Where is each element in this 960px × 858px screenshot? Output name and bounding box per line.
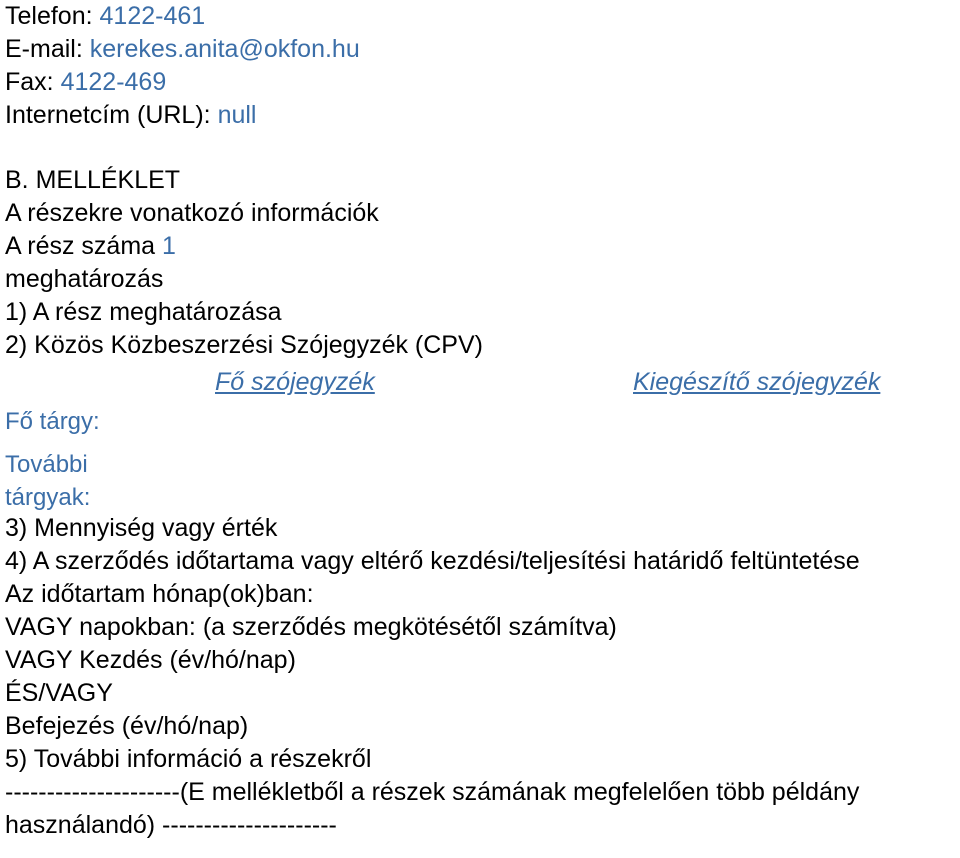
annex-subtitle: A részekre vonatkozó információk <box>5 199 379 227</box>
and-or: ÉS/VAGY <box>5 679 113 707</box>
url-label: Internetcím (URL): <box>5 101 211 129</box>
duration-months: Az időtartam hónap(ok)ban: <box>5 580 314 608</box>
part-number-label: A rész száma <box>5 232 156 260</box>
part-number-value: 1 <box>162 232 176 260</box>
cpv-row-other-label-1: További <box>5 451 88 478</box>
phone-value: 4122-461 <box>99 2 206 30</box>
email-value[interactable]: kerekes.anita@okfon.hu <box>89 35 360 63</box>
note-line-1: ---------------------(E mellékletből a részek számának megfelelően több példány <box>5 778 860 806</box>
cpv-table-header <box>5 362 960 402</box>
cpv-row-other-subjects <box>5 442 960 512</box>
cpv-column-main: Fő szójegyzék <box>215 368 375 396</box>
note-line-2: használandó) --------------------- <box>5 811 337 839</box>
email-label: E-mail: <box>5 35 83 63</box>
phone-line <box>5 0 960 33</box>
end-date: Befejezés (év/hó/nap) <box>5 712 249 740</box>
spacer <box>5 132 960 164</box>
item-5: 5) További információ a részekről <box>5 745 372 773</box>
item-1: 1) A rész meghatározása <box>5 298 282 326</box>
fax-value: 4122-469 <box>60 68 167 96</box>
document <box>5 0 960 842</box>
duration-days: VAGY napokban: (a szerződés megkötésétől számítva) <box>5 613 617 641</box>
phone-label: Telefon: <box>5 2 93 30</box>
cpv-row-other-label-2: tárgyak: <box>5 484 91 511</box>
definition-heading: meghatározás <box>5 265 164 293</box>
cpv-column-supplementary: Kiegészítő szójegyzék <box>633 368 881 396</box>
part-number-line <box>5 230 960 263</box>
item-2: 2) Közös Közbeszerzési Szójegyzék (CPV) <box>5 331 483 359</box>
url-line <box>5 99 960 132</box>
cpv-row-main-subject: Fő tárgy: <box>5 408 100 435</box>
item-4: 4) A szerződés időtartama vagy eltérő kezdési/teljesítési határidő feltüntetése <box>5 547 860 575</box>
annex-title: B. MELLÉKLET <box>5 166 181 194</box>
url-value[interactable]: null <box>217 101 257 129</box>
item-3: 3) Mennyiség vagy érték <box>5 514 278 542</box>
fax-line <box>5 66 960 99</box>
start-date: VAGY Kezdés (év/hó/nap) <box>5 646 296 674</box>
fax-label: Fax: <box>5 68 54 96</box>
email-line <box>5 33 960 66</box>
